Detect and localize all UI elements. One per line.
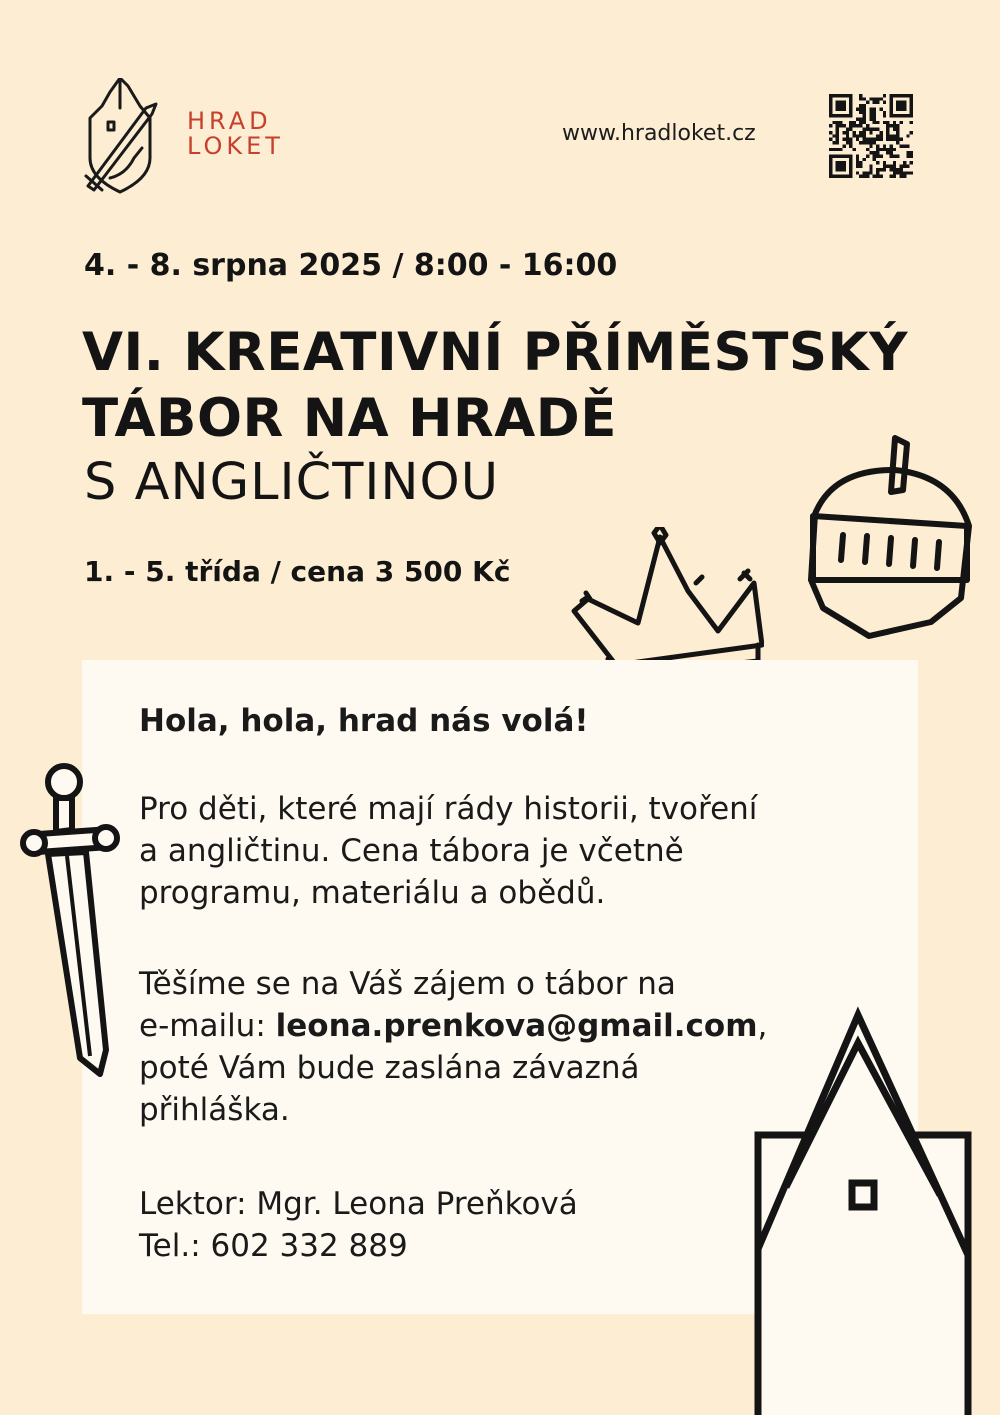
contact-line: přihláška. <box>139 1092 290 1128</box>
page-title <box>82 320 908 452</box>
brand-name <box>187 109 284 159</box>
description-line: a angličtinu. Cena tábora je včetně <box>139 833 684 869</box>
brand-line-1: HRAD <box>187 107 272 135</box>
page-subtitle: S ANGLIČTINOU <box>84 453 500 512</box>
lector-contact <box>139 1183 578 1267</box>
brand-line-2: LOKET <box>187 132 284 160</box>
phone-number[interactable]: Tel.: 602 332 889 <box>139 1228 408 1264</box>
description-paragraph <box>139 788 757 914</box>
qr-code-icon[interactable] <box>829 94 913 178</box>
sword-icon <box>20 760 124 1082</box>
description-line: Pro děti, které mají rády historii, tvoření <box>139 791 758 827</box>
website-link[interactable]: www.hradloket.cz <box>562 121 756 146</box>
email-link[interactable]: leona.prenkova@gmail.com <box>275 1008 758 1044</box>
greeting: Hola, hola, hrad nás volá! <box>139 703 589 739</box>
email-suffix: , <box>757 1008 768 1044</box>
email-prefix: e-mailu: <box>139 1008 276 1044</box>
castle-tower-icon <box>748 1005 978 1415</box>
email-line <box>139 1005 767 1047</box>
event-date: 4. - 8. srpna 2025 / 8:00 - 16:00 <box>84 248 618 283</box>
contact-line: poté Vám bude zaslána závazná <box>139 1050 640 1086</box>
contact-line: Těšíme se na Váš zájem o tábor na <box>139 966 676 1002</box>
title-line-2: TÁBOR NA HRADĚ <box>82 388 617 449</box>
grades-and-price: 1. - 5. třída / cena 3 500 Kč <box>84 555 511 588</box>
knight-helmet-icon <box>803 430 978 645</box>
description-line: programu, materiálu a obědů. <box>139 875 606 911</box>
contact-paragraph <box>139 963 767 1131</box>
title-line-1: VI. KREATIVNÍ PŘÍMĚSTSKÝ <box>82 322 908 383</box>
crown-icon <box>568 527 764 682</box>
lector-name: Lektor: Mgr. Leona Preňková <box>139 1186 578 1222</box>
castle-sword-logo-icon <box>80 78 162 196</box>
